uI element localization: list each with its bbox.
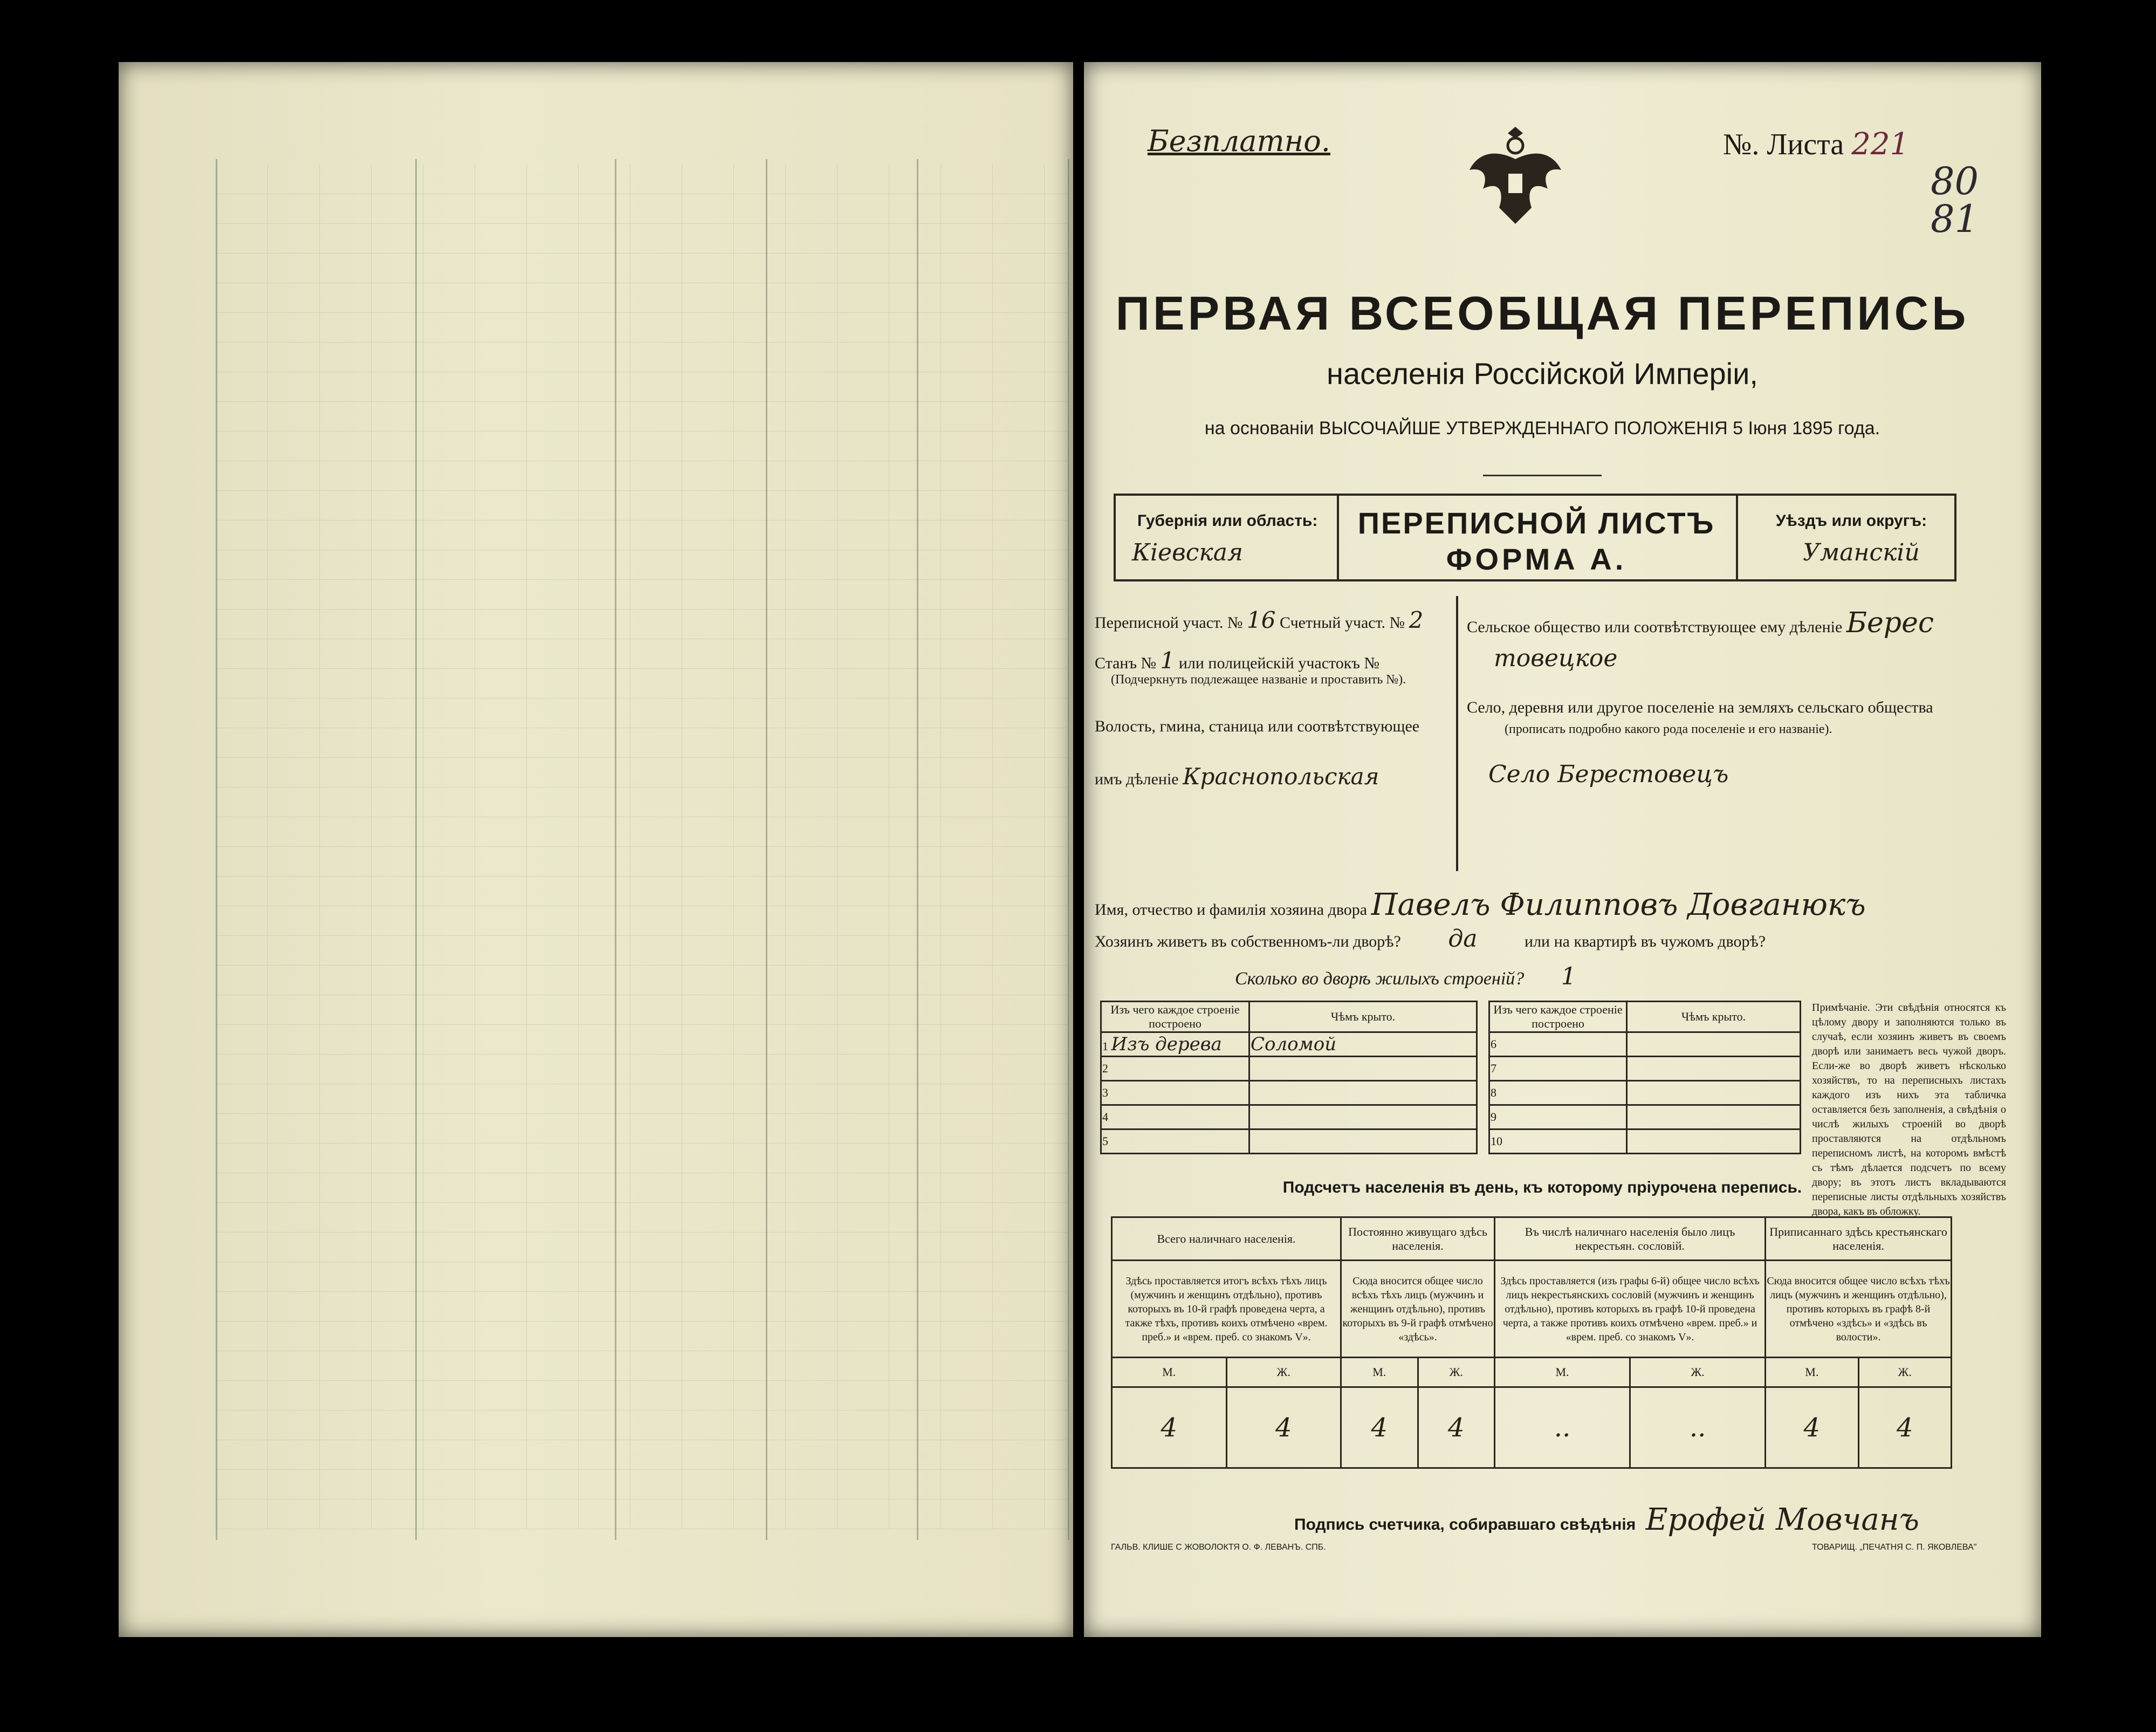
grid-line bbox=[917, 159, 918, 1540]
underline-note: (Подчеркнуть подлежащее названіе и проставить №). bbox=[1111, 673, 1406, 687]
buildings-row: Сколько во дворѣ жилыхъ строеній? 1 bbox=[1235, 963, 1576, 990]
group-peasant-title: Приписаннаго здѣсь крестьянскаго населенія. bbox=[1766, 1217, 1952, 1261]
building-row: 1 Изъ дерева Соломой bbox=[1101, 1032, 1477, 1057]
peasant-male: 4 bbox=[1766, 1387, 1858, 1468]
imprint-left: ГАЛЬВ. КЛИШЕ С ЖОВОЛОКТЯ О. Ф. ЛЕВАНЪ. СПБ. bbox=[1111, 1543, 1326, 1552]
page-title: ПЕРВАЯ ВСЕОБЩАЯ ПЕРЕПИСЬ bbox=[1115, 286, 1969, 340]
page-subtitle: населенія Россійской Имперіи, bbox=[1327, 357, 1758, 391]
village-value: Село Берестовецъ bbox=[1488, 761, 1729, 788]
margin-number-80: 80 bbox=[1931, 159, 1979, 203]
sheet-number-value: 221 bbox=[1851, 127, 1910, 162]
volost-label: Волость, гмина, станица или соотвѣтствующее bbox=[1095, 717, 1420, 735]
building-row: 6 bbox=[1489, 1032, 1801, 1057]
grid-line bbox=[1068, 159, 1069, 1540]
village-note: (прописать подробно какого рода поселеніе и его названіе). bbox=[1505, 722, 1832, 736]
female-header: Ж. bbox=[1858, 1358, 1951, 1387]
province-label: Губернія или область: bbox=[1137, 512, 1318, 530]
building-row: 3 bbox=[1101, 1081, 1477, 1105]
society-row: Сельское общество или соотвѣтствующее ему дѣленіе Берес bbox=[1467, 607, 1934, 639]
district-label: Уѣздъ или округъ: bbox=[1776, 512, 1927, 530]
volost-value: Краснопольская bbox=[1183, 763, 1379, 790]
building-row: 10 bbox=[1489, 1129, 1801, 1154]
grid-line bbox=[766, 159, 767, 1540]
grid-line bbox=[415, 159, 417, 1540]
group-desc: Здѣсь проставляется (изъ графы 6-й) общее число всѣхъ лицъ некрестьянскихъ сословій (мужчинъ и женщинъ отдѣльно), противъ которыхъ въ графѣ 10-й проведена черта, а также противъ коихъ отмѣчено «врем. преб.» и «врем. преб. со знакомъ V». bbox=[1495, 1261, 1766, 1358]
population-values-row bbox=[1112, 1387, 1952, 1468]
group-total-title: Всего наличнаго населенія. bbox=[1112, 1217, 1341, 1261]
group-resident-title: Постоянно живущаго здѣсь населенія. bbox=[1341, 1217, 1495, 1261]
owner-lives-row: Хозяинъ живетъ въ собственномъ-ли дворѣ? да или на квартирѣ въ чужомъ дворѣ? bbox=[1095, 925, 1766, 953]
stan-value: 1 bbox=[1160, 647, 1175, 674]
village-label: Село, деревня или другое поселеніе на земляхъ сельскаго общества bbox=[1467, 699, 1933, 716]
divider bbox=[1483, 475, 1602, 476]
sheet-number-label: №. Листа 221 bbox=[1723, 127, 1910, 162]
group-nonpeasant-title: Въ числѣ наличнаго населенія было лицъ некрестьян. сословій. bbox=[1495, 1217, 1766, 1261]
census-section-value: 16 bbox=[1247, 607, 1276, 633]
owner-lives-value: да bbox=[1448, 925, 1478, 953]
society-value-cont: товецкое bbox=[1494, 645, 1618, 672]
signature-row: Подпись счетчика, собиравшаго свѣдѣнія Ерофей Мовчанъ bbox=[1294, 1502, 1919, 1537]
ghost-table-grid bbox=[216, 165, 1068, 1529]
note-text: Примѣчаніе. Эти свѣдѣнія относятся къ цѣлому двору и заполняются только въ случаѣ, если хозяинъ живетъ въ своемъ дворѣ или занимаетъ весь чужой дворъ. Если-же во дворѣ живетъ нѣсколько хозяйствъ, то на переписныхъ листахъ каждого изъ нихъ эта табличка оставляется безъ заполненія, а свѣдѣнія о числѣ жилыхъ строеній во дворѣ проставляются на отдѣльномъ переписномъ листѣ, на которомъ вмѣстѣ съ тѣмъ дѣлается подсчетъ по всему двору; въ этотъ листъ вкладываются переписные листы отдѣльныхъ хозяйствъ двора, какъ въ обложку. bbox=[1812, 1002, 2006, 1217]
population-table bbox=[1111, 1216, 1952, 1469]
population-heading: Подсчетъ населенія въ день, къ которому пріурочена перепись. bbox=[1282, 1179, 1802, 1196]
female-header: Ж. bbox=[1418, 1358, 1495, 1387]
free-label: Безплатно. bbox=[1148, 124, 1330, 158]
building-row: 5 bbox=[1101, 1129, 1477, 1154]
grid-line bbox=[615, 159, 616, 1540]
female-header: Ж. bbox=[1630, 1358, 1766, 1387]
nonpeasant-male: .. bbox=[1495, 1387, 1630, 1468]
group-desc: Сюда вносится общее число всѣхъ тѣхъ лицъ (мужчинъ и женщинъ отдѣльно), противъ которыхъ въ графѣ 8-й отмѣчено «здѣсь» и «здѣсь въ волости». bbox=[1766, 1261, 1952, 1358]
margin-number-81: 81 bbox=[1931, 197, 1979, 241]
imprint-right: ТОВАРИЩ. „ПЕЧАТНЯ С. П. ЯКОВЛЕВА" bbox=[1812, 1543, 1977, 1552]
province-value: Кіевская bbox=[1132, 539, 1244, 566]
volost-row: имъ дѣленіе Краснопольская bbox=[1095, 763, 1379, 790]
nonpeasant-female: .. bbox=[1630, 1387, 1766, 1468]
grid-line bbox=[216, 159, 217, 1540]
building-row: 8 bbox=[1489, 1081, 1801, 1105]
building-row: 4 bbox=[1101, 1105, 1477, 1129]
buildings-table-right: Изъ чего каждое строеніе построено Чѣмъ крыто. 6 7 8 9 10 bbox=[1488, 1001, 1801, 1154]
form-subtitle: ФОРМА А. bbox=[1446, 542, 1627, 576]
group-desc: Сюда вносится общее число всѣхъ тѣхъ лицъ (мужчинъ и женщинъ отдѣльно), противъ которыхъ въ 9-й графѣ отмѣчено «здѣсь». bbox=[1341, 1261, 1495, 1358]
group-desc: Здѣсь проставляется итогъ всѣхъ тѣхъ лицъ (мужчинъ и женщинъ отдѣльно), противъ которыхъ въ 10-й графѣ проведена черта, а также тѣхъ, противъ коихъ отмѣчено «врем. преб.» и «врем. преб. со знакомъ V». bbox=[1112, 1261, 1341, 1358]
resident-male: 4 bbox=[1341, 1387, 1418, 1468]
male-header: М. bbox=[1766, 1358, 1858, 1387]
signature-value: Ерофей Мовчанъ bbox=[1645, 1502, 1919, 1537]
field-divider bbox=[1456, 596, 1458, 871]
total-male: 4 bbox=[1112, 1387, 1227, 1468]
buildings-table-left bbox=[1100, 1001, 1478, 1154]
peasant-female: 4 bbox=[1858, 1387, 1951, 1468]
stan-row: Станъ № 1 или полицейскій участокъ № bbox=[1095, 647, 1379, 674]
society-value: Берес bbox=[1846, 607, 1934, 639]
resident-female: 4 bbox=[1418, 1387, 1495, 1468]
col-material: Изъ чего каждое строеніе построено bbox=[1101, 1002, 1249, 1032]
census-section-row: Переписной участ. № 16 Счетный участ. № 2 bbox=[1095, 607, 1424, 633]
total-female: 4 bbox=[1226, 1387, 1341, 1468]
count-section-value: 2 bbox=[1409, 607, 1424, 633]
male-header: М. bbox=[1341, 1358, 1418, 1387]
owner-value: Павелъ Филипповъ Довганюкъ bbox=[1371, 887, 1866, 922]
building-row: 2 bbox=[1101, 1057, 1477, 1081]
male-header: М. bbox=[1112, 1358, 1227, 1387]
col-roof: Чѣмъ крыто. bbox=[1249, 1002, 1477, 1032]
district-value: Уманскій bbox=[1803, 539, 1920, 566]
legal-basis: на основаніи ВЫСОЧАЙШЕ УТВЕРЖДЕННАГО ПОЛОЖЕНІЯ 5 Іюня 1895 года. bbox=[1204, 418, 1880, 439]
form-header-box bbox=[1114, 494, 1956, 581]
census-form-page bbox=[1084, 62, 2041, 1637]
male-header: М. bbox=[1495, 1358, 1630, 1387]
left-page bbox=[119, 62, 1073, 1637]
imperial-eagle-emblem bbox=[1461, 121, 1569, 235]
owner-row: Имя, отчество и фамилія хозяина двора Павелъ Филипповъ Довганюкъ bbox=[1095, 887, 1866, 922]
building-row: 9 bbox=[1489, 1105, 1801, 1129]
buildings-value: 1 bbox=[1561, 963, 1576, 990]
female-header: Ж. bbox=[1226, 1358, 1341, 1387]
form-title: ПЕРЕПИСНОЙ ЛИСТЪ bbox=[1357, 506, 1715, 540]
building-row: 7 bbox=[1489, 1057, 1801, 1081]
